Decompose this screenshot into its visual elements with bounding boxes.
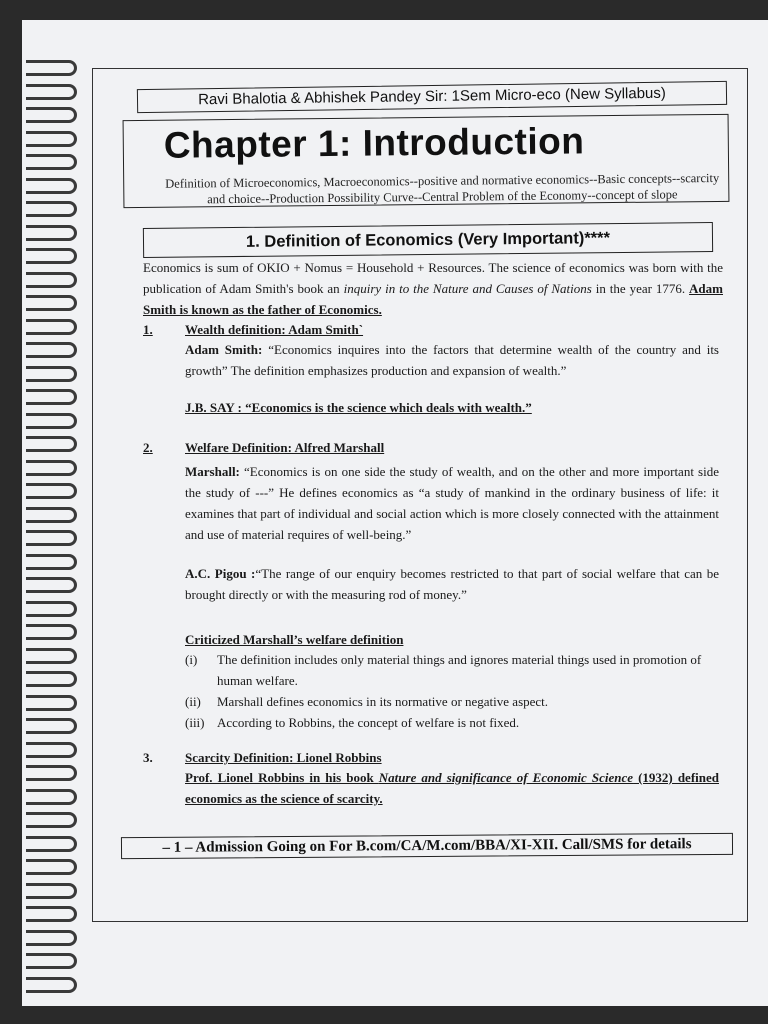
father-of-economics: Adam Smith is known as the father of Economics. [143,281,723,317]
intro-paragraph [143,257,723,320]
spiral-coil [26,319,77,335]
spiral-coil [26,554,77,570]
spiral-coil [26,413,77,429]
wealth-heading [143,319,723,340]
spiral-coil [26,436,77,452]
spiral-coil [26,483,77,499]
spiral-binding [22,60,82,1020]
wealth-title: Wealth definition: Adam Smith` [185,322,364,337]
welfare-title: Welfare Definition: Alfred Marshall [185,440,385,455]
spiral-coil [26,460,77,476]
spiral-coil [26,883,77,899]
spiral-coil [26,201,77,217]
header-banner: Ravi Bhalotia & Abhishek Pandey Sir: 1Sem Micro-eco (New Syllabus) [137,81,727,113]
list-item [185,712,719,733]
criticism-title: Criticized Marshall’s welfare definition [185,632,404,647]
spiral-coil [26,718,77,734]
spiral-coil [26,930,77,946]
robbins-definition [185,767,719,809]
spiral-coil [26,624,77,640]
spiral-coil [26,225,77,241]
intro-text: Economics is sum of OKIO + Nomus = Household + Resources. The science of economics was born with the publication of Adam Smith's book an [143,260,723,296]
quote-text: “The range of our enquiry becomes restricted to that part of social welfare that can be brought directly or with the measuring rod of money.” [185,566,719,602]
spiral-coil [26,131,77,147]
spiral-coil [26,154,77,170]
spiral-coil [26,577,77,593]
footer-banner: – 1 – Admission Going on For B.com/CA/M.com/BBA/XI-XII. Call/SMS for details [121,833,733,859]
quote-text: “Economics is on one side the study of wealth, and on the other and more important side the study of ---” He defines economics as “a study of mankind in the ordinary business of life: it examines that part of individual and social action which is more closely connected with the attainment and use of material requires of well-being.” [185,464,719,542]
list-item [185,691,719,712]
robbins-text-2: (1932) defined economics as the science of scarcity. [185,770,719,806]
list-text: According to Robbins, the concept of welfare is not fixed. [217,715,520,730]
pigou-quote [185,563,719,605]
marshall-quote [185,461,719,545]
section-heading: 1. Definition of Economics (Very Important)**** [143,222,713,258]
quote-label: A.C. Pigou : [185,566,256,581]
spiral-coil [26,178,77,194]
robbins-text: Prof. Lionel Robbins in his book [185,770,379,785]
list-item [185,649,719,691]
welfare-heading [143,437,723,458]
criticism-list [185,649,719,733]
spiral-coil [26,812,77,828]
list-number: (iii) [185,715,205,730]
list-text: Marshall defines economics in its normative or negative aspect. [217,694,549,709]
spiral-coil [26,530,77,546]
spiral-coil [26,507,77,523]
say-definition: J.B. SAY : “Economics is the science which deals with wealth.” [185,400,532,415]
spiral-coil [26,342,77,358]
spiral-coil [26,789,77,805]
list-text: The definition includes only material things and ignores material things used in promotion of human welfare. [217,652,702,688]
spiral-coil [26,765,77,781]
spiral-coil [26,671,77,687]
page-frame [92,68,748,922]
intro-text-2: in the year 1776. [591,281,690,296]
spiral-coil [26,906,77,922]
item-number: 1. [143,322,153,337]
spiral-coil [26,107,77,123]
chapter-title: Chapter 1: Introduction [163,120,585,166]
quote-label: Marshall: [185,464,240,479]
notes-page [22,20,768,1006]
spiral-coil [26,601,77,617]
spiral-coil [26,859,77,875]
spiral-coil [26,389,77,405]
smith-quote [185,339,719,381]
book-title: inquiry in to the Nature and Causes of Nations [343,281,592,296]
spiral-coil [26,366,77,382]
list-number: (i) [185,652,198,667]
spiral-coil [26,742,77,758]
chapter-title-box [123,114,730,208]
scarcity-heading [143,747,723,768]
quote-label: Adam Smith: [185,342,263,357]
spiral-coil [26,84,77,100]
spiral-coil [26,248,77,264]
scarcity-title: Scarcity Definition: Lionel Robbins [185,750,382,765]
spiral-coil [26,695,77,711]
item-number: 3. [143,750,153,765]
spiral-coil [26,295,77,311]
spiral-coil [26,977,77,993]
spiral-coil [26,648,77,664]
item-number: 2. [143,440,153,455]
robbins-book: Nature and significance of Economic Science [378,770,634,785]
list-number: (ii) [185,694,201,709]
chapter-syllabus: Definition of Microeconomics, Macroeconomics--positive and normative economics--Basic concepts--scarcity and choice--Production Possibility Curve--Central Problem of the Economy--concept of slope [165,170,720,207]
spiral-coil [26,836,77,852]
spiral-coil [26,272,77,288]
spiral-coil [26,60,77,76]
quote-text: “Economics inquires into the factors that determine wealth of the country and its growth” The definition emphasizes production and expansion of wealth.” [185,342,719,378]
spiral-coil [26,953,77,969]
